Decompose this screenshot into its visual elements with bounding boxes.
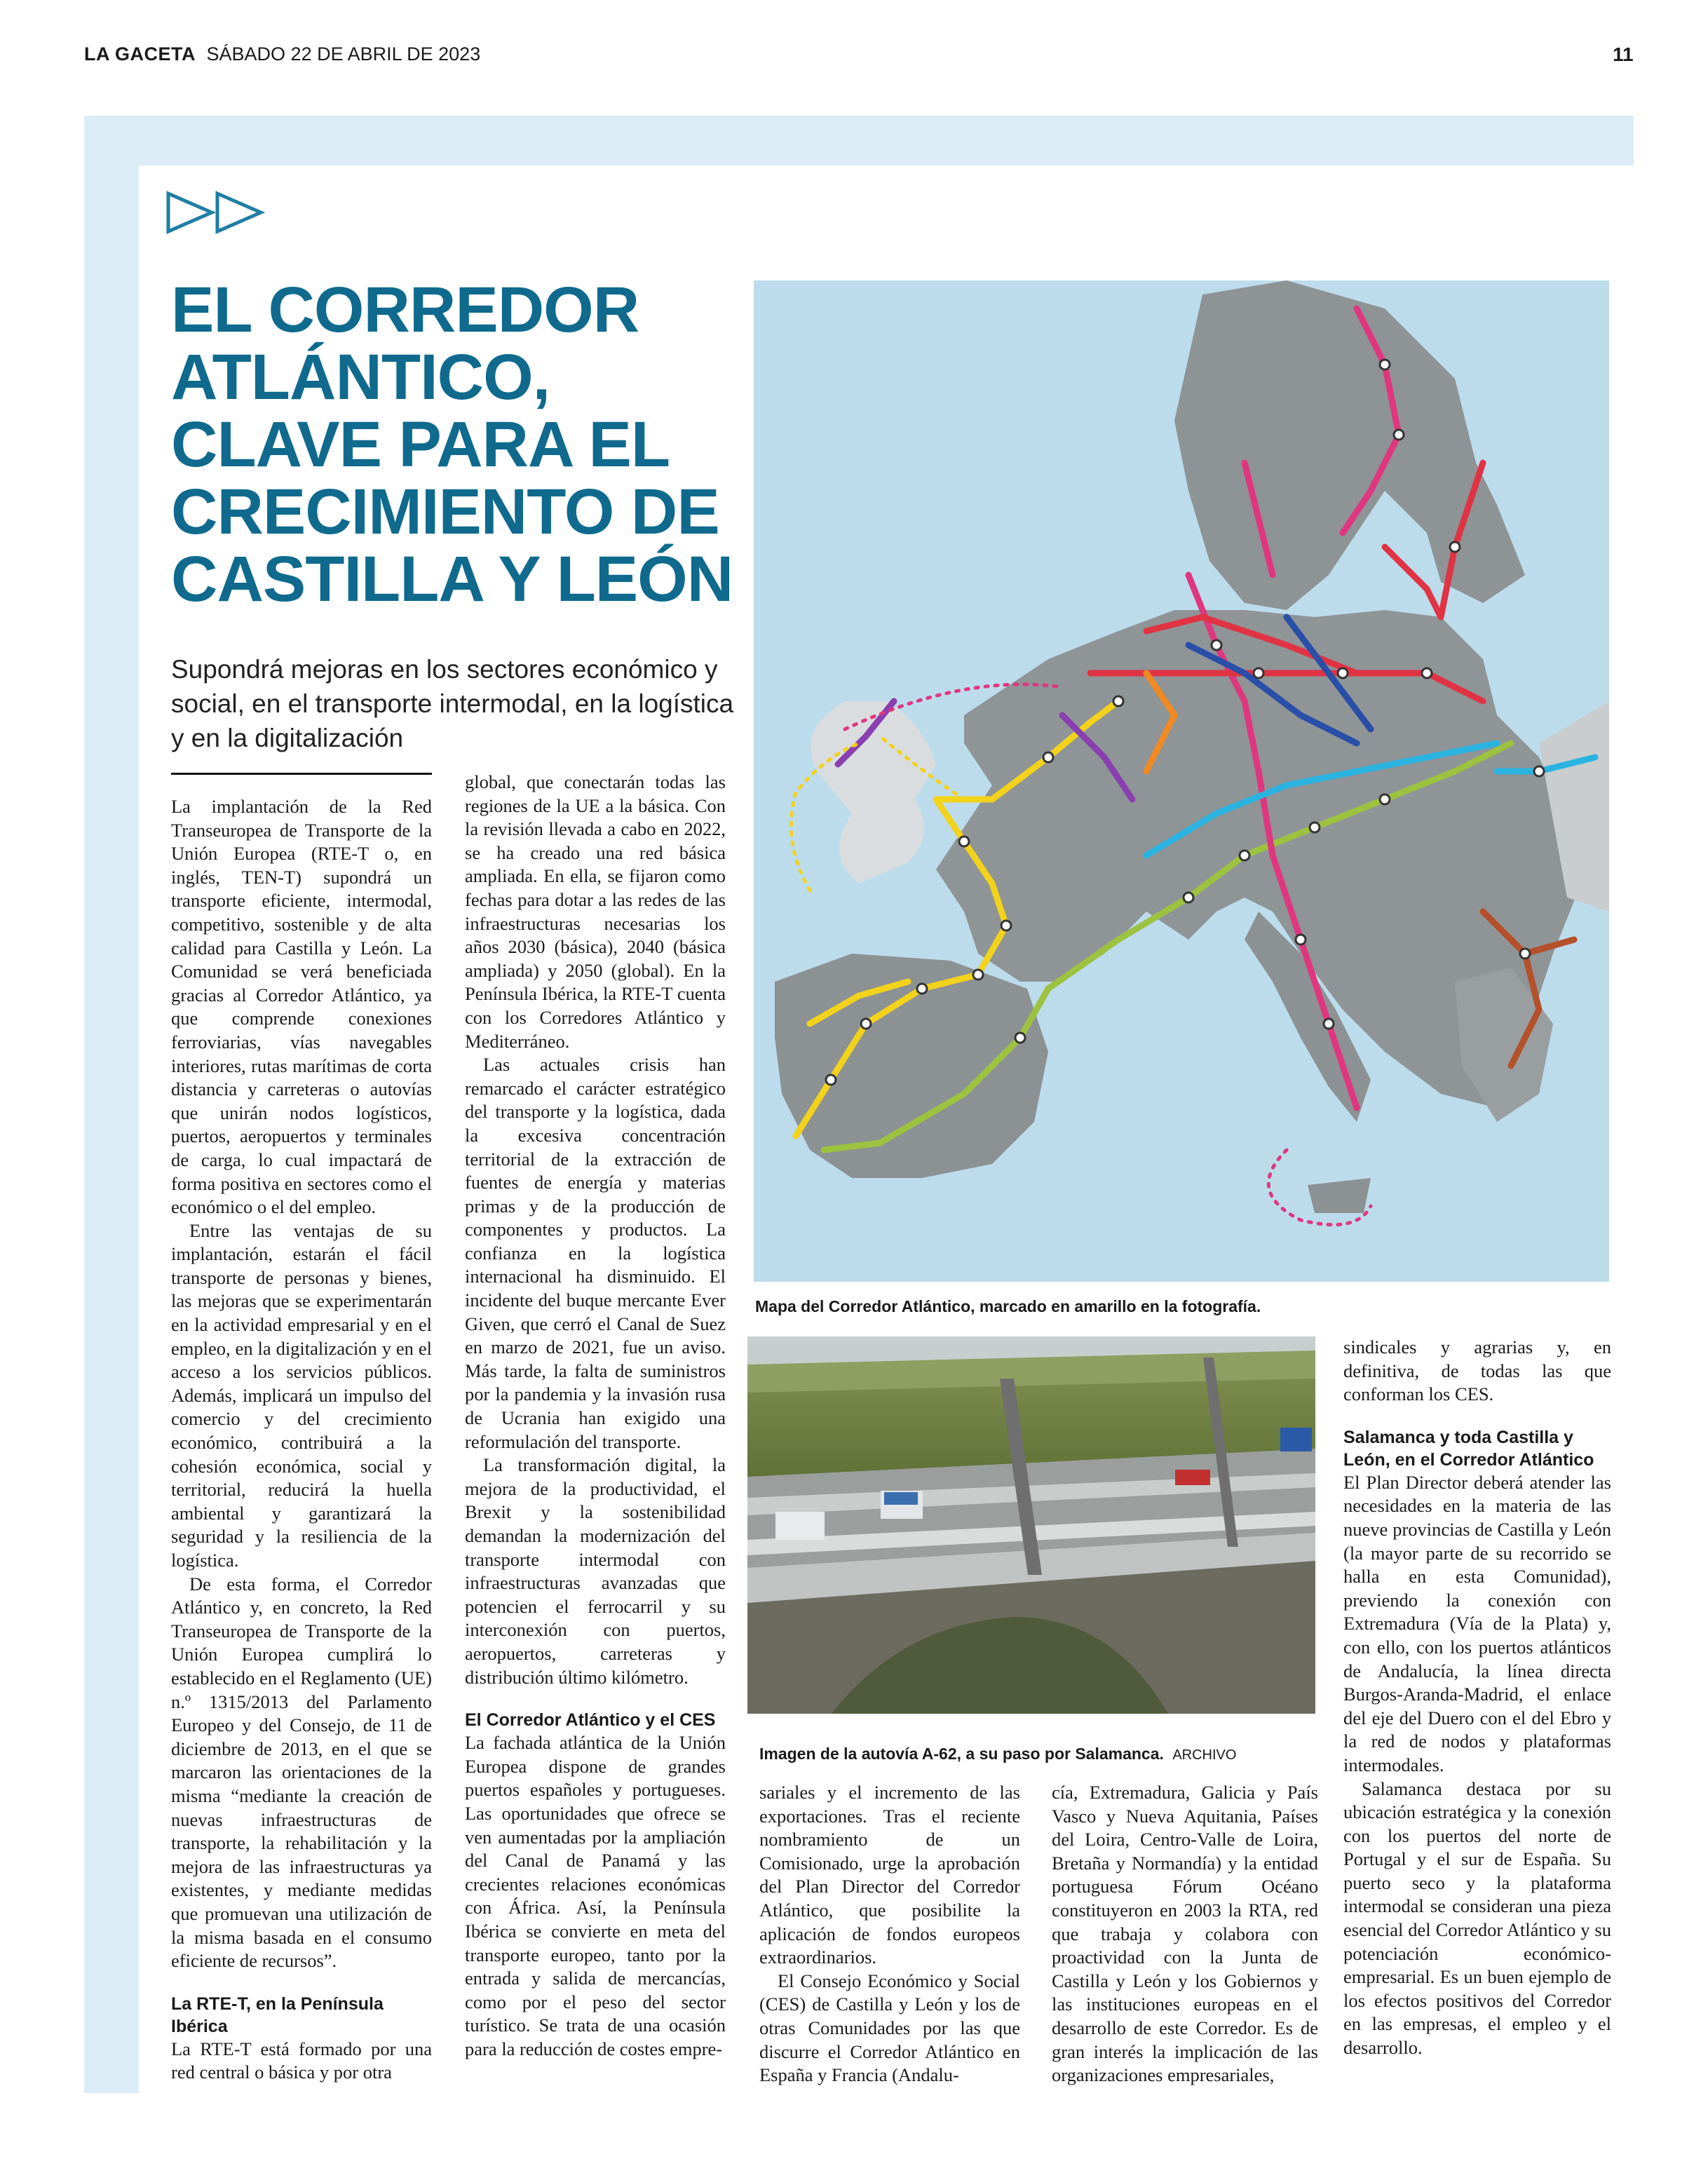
highway-photo — [747, 1336, 1315, 1714]
paragraph: cía, Extremadura, Galicia y País Vasco y Nueva Aquitania, Países del Loira, Centro-Valle de Loira, Bretaña y Normandía) y la entidad portuguesa Fórum Océano constituyeron en 2003 la RTA, red que trabaja y colabora con proactividad con la Junta de Castilla y León y los Gobiernos y las instituciones europeas en el desarrollo de este Corredor. Es de gran interés la implicación de las organizaciones empresariales, — [1052, 1782, 1318, 2086]
paragraph: El Plan Director deberá atender las necesidades en la materia de las nueve provincias de Castilla y León (la mayor parte de su recorrido se halla en esta Comunidad), previendo la conexión con Extremadura (Vía de la Plata) y, con ello, con los puertos atlánticos de Andalucía, la línea directa Burgos-Aranda-Madrid, el enlace del eje del Duero con el del Ebro y la red de nodos y plataformas intermodales. — [1343, 1471, 1611, 1775]
map-illustration — [754, 280, 1609, 1282]
paragraph: La implantación de la Red Transeuropea de Transporte de la Unión Europea (RTE-T o, en inglés, TEN-T) supondrá un transporte eficiente, intermodal, competitivo, sostenible y de alta calidad para Castilla y León. La Comunidad se verá beneficiada gracias al Corredor Atlántico, ya que comprende conexiones ferroviarias, vías navegables interiores, rutas marítimas de corta distancia y carreteras o autovías que unirán nodos logísticos, puertos, aeropuertos y terminales de carga, lo cual impactará de forma positiva en sectores como el económico o el del empleo. — [171, 796, 432, 1218]
headline-line: CLAVE PARA EL — [171, 409, 670, 480]
headline-line: EL CORREDOR — [171, 274, 639, 346]
subheading: Salamanca y toda Castilla y León, en el Corredor Atlántico — [1343, 1427, 1594, 1470]
standfirst: Supondrá mejoras en los sectores económico y social, en el transporte intermodal, en la logística y en la digitalización — [171, 655, 734, 752]
paragraph: La transformación digital, la mejora de la productividad, el Brexit y la sostenibilidad demandan la modernización del transporte intermodal con infraestructuras avanzadas que potencien el ferrocarril y su interconexión con puertos, aeropuertos, carreteras y distribución último kilómetro. — [465, 1454, 726, 1688]
text-column-3 — [759, 1781, 1020, 2087]
highway-illustration — [747, 1336, 1315, 1714]
standfirst-rule — [171, 773, 432, 775]
headline-line: CASTILLA Y LEÓN — [171, 543, 733, 615]
paragraph: sariales y el incremento de las exportaciones. Tras el reciente nombramiento de un Comisionado, urge la aprobación del Plan Director del Corredor Atlántico, que posibilite la aplicación de fondos europeos extraordinarios. — [759, 1782, 1020, 1968]
paragraph: Salamanca destaca por su ubicación estratégica y la conexión con los puertos del norte de Portugal y el sur de España. Su puerto seco y la plataforma intermodal se consideran una pieza esencial del Corredor Atlántico y su potenciación económico-empresarial. Es un buen ejemplo de los efectos positivos del Corredor en las empresas, el empleo y el desarrollo. — [1343, 1778, 1611, 2059]
paragraph: Entre las ventajas de su implantación, estarán el fácil transporte de personas y bienes, las mejoras que se experimentarán en la actividad empresarial y en el empleo, en la digitalización y en el acceso a los servicios públicos. Además, implicará un impulso del comercio y del crecimiento económico, contribuirá a la cohesión económica, social y territorial, reducirá la huella ambiental y garantizará la seguridad y la resiliencia de la logística. — [171, 1219, 432, 1571]
masthead — [84, 43, 480, 65]
subheading: La RTE-T, en la Península Ibérica — [171, 1993, 384, 2036]
page-number: 11 — [1613, 43, 1634, 65]
newspaper-name: LA GACETA — [84, 43, 196, 65]
headline-line: CRECIMIENTO DE — [171, 476, 719, 548]
paragraph: La fachada atlántica de la Unión Europea dispone de grandes puertos españoles y portugueses. Las oportunidades que ofrece se ven aumentadas por la ampliación del Canal de Panamá y las crecientes relaciones económicas con África. Así, la Península Ibérica se convierte en meta del transporte europeo, tanto por la entrada y salida de mercancías, como por el peso del sector turístico. Se trata de una ocasión para la reducción de costes empre- — [465, 1732, 726, 2059]
subheading: El Corredor Atlántico y el CES — [465, 1710, 716, 1731]
paragraph: La RTE-T está formado por una red central o básica y por otra — [171, 2038, 432, 2083]
headline — [171, 276, 788, 613]
issue-date: SÁBADO 22 DE ABRIL DE 2023 — [206, 43, 481, 65]
paragraph: Las actuales crisis han remarcado el carácter estratégico del transporte y la logística, dada la excesiva concentración territorial de la extracción de fuentes de energía y materias primas y de la producción de componentes y productos. La confianza en la logística internacional ha disminuido. El incidente del buque mercante Ever Given, que cerró el Canal de Suez en marzo de 2021, fue un aviso. Más tarde, la falta de suministros por la pandemia y la invasión rusa de Ucrania han exigido una reformulación del transporte. — [465, 1054, 726, 1452]
text-column-4 — [1052, 1781, 1318, 2087]
photo-caption — [759, 1743, 1236, 1766]
paragraph: De esta forma, el Corredor Atlántico y, en concreto, la Red Transeuropea de Transporte de la Unión Europea cumplirá lo establecido en el Reglamento (UE) n.º 1315/2013 del Parlamento Europeo y del Consejo, de 11 de diciembre de 2013, en el que se marcaron las orientaciones de la misma “mediante la creación de nuevas infraestructuras de transporte, la rehabilitación y la mejora de las infraestructuras ya existentes, y mediante medidas que promuevan una utilización de la misma basada en el consumo eficiente de recursos”. — [171, 1573, 432, 1972]
text-column-1 — [171, 795, 432, 2085]
text-column-2 — [465, 771, 726, 2061]
corridor-map-image — [754, 280, 1609, 1282]
paragraph: global, que conectarán todas las regiones de la UE a la básica. Con la revisión llevada a cabo en 2022, se ha creado una red básica ampliada. En ella, se fijaron como fechas para dotar a las redes de las infraestructuras necesarias los años 2030 (básica), 2040 (básica ampliada) y 2050 (global). En la Península Ibérica, la RTE-T cuenta con los Corredores Atlántico y Mediterráneo. — [465, 771, 726, 1052]
paragraph: El Consejo Económico y Social (CES) de Castilla y León y los de otras Comunidades por las que discurre el Corredor Atlántico en España y Francia (Andalu- — [759, 1970, 1020, 2086]
paragraph: sindicales y agrarias y, en definitiva, de todas las que conforman los CES. — [1343, 1336, 1611, 1405]
map-caption: Mapa del Corredor Atlántico, marcado en amarillo en la fotografía. — [755, 1297, 1261, 1315]
photo-credit: ARCHIVO — [1172, 1747, 1237, 1763]
text-column-5 — [1343, 1336, 1611, 2060]
photo-caption-text: Imagen de la autovía A-62, a su paso por Salamanca. — [759, 1745, 1164, 1763]
headline-line: ATLÁNTICO, — [171, 341, 550, 413]
double-triangle-arrows-icon — [165, 191, 268, 234]
